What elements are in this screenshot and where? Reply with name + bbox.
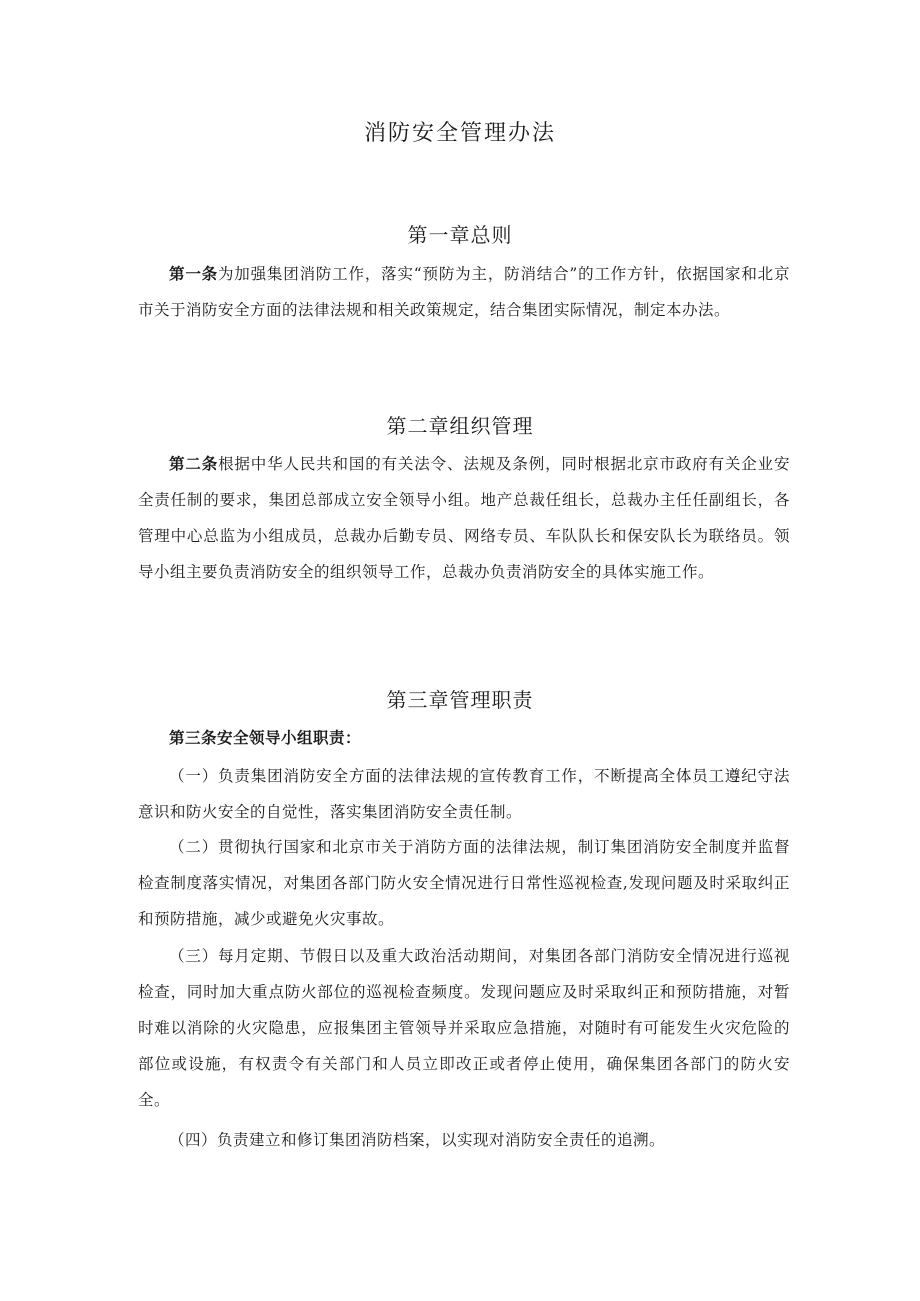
chapter-3-heading: 第三章管理职责 (386, 688, 534, 712)
article-3-item-4: （四）负责建立和修订集团消防档案，以实现对消防安全责任的追溯。 (169, 1131, 666, 1149)
article-3-label: 第三条安全领导小组职责： (169, 728, 362, 747)
article-3-item-2: （二）贯彻执行国家和北京市关于消防方面的法律法规，制订集团消防安全制度并监督检查制度落实情况，对集团各部门防火安全情况进行日常性巡视检查,发现问题及时采取纠正和预防措施，减少或避免火灾事故。 (138, 838, 790, 928)
article-2-text: 根据中华人民共和国的有关法令、法规及条例，同时根据北京市政府有关企业安全责任制的要求，集团总部成立安全领导小组。地产总裁任组长，总裁办主任任副组长，各管理中心总监为小组成员，总裁办后勤专员、网络专员、车队队长和保安队长为联络员。领导小组主要负责消防安全的组织领导工作，总裁办负责消防安全的具体实施工作。 (138, 455, 790, 581)
article-1-text: 为加强集团消防工作，落实“预防为主，防消结合”的工作方针，依据国家和北京市关于消防安全方面的法律法规和相关政策规定，结合集团实际情况，制定本办法。 (138, 265, 790, 319)
article-2-paragraph (138, 446, 790, 590)
article-3-item-3: （三）每月定期、节假日以及重大政治活动期间，对集团各部门消防安全情况进行巡视检查，同时加大重点防火部位的巡视检查频度。发现问题应及时采取纠正和预防措施，对暂时难以消除的火灾隐患，应报集团主管领导并采取应急措施，对随时有可能发生火灾危险的部位或设施，有权责令有关部门和人员立即改正或者停止使用，确保集团各部门的防火安全。 (138, 947, 790, 1109)
chapter-1-heading: 第一章总则 (407, 223, 513, 247)
article-1-label: 第一条 (169, 264, 218, 283)
document-title: 消防安全管理办法 (363, 121, 556, 146)
chapter-2-heading: 第二章组织管理 (386, 414, 534, 438)
article-2-label: 第二条 (169, 454, 219, 473)
article-3-item-1: （一）负责集团消防安全方面的法律法规的宣传教育工作，不断提高全体员工遵纪守法意识和防火安全的自觉性，落实集团消防安全责任制。 (138, 767, 790, 821)
article-1-paragraph (138, 256, 790, 328)
